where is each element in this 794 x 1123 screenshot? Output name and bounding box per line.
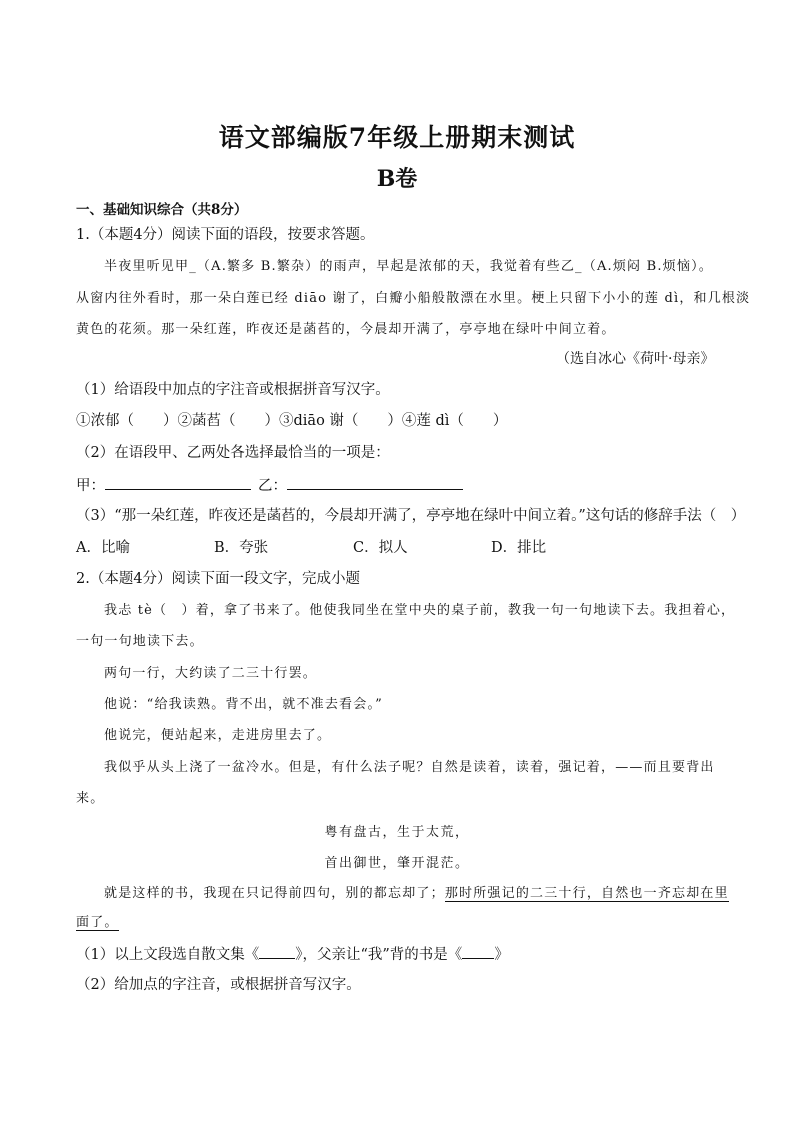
jia-label: 甲： — [76, 478, 105, 494]
q1-sub1: （1）给语段中加点的字注音或根据拼音写汉字。 — [76, 382, 390, 398]
yi-label: 乙： — [258, 478, 287, 494]
passage-2-line-1: 我忐 tè（ ）着，拿了书来了。他使我同坐在堂中央的桌子前，教我一句一句地读下去。我担着心， — [104, 603, 736, 618]
passage-1-source: （选自冰心《荷叶·母亲》 — [556, 351, 715, 367]
passage-2-line-5: 他说完，便站起来，走进房里去了。 — [104, 728, 332, 743]
passage-2-line-9 — [76, 913, 119, 933]
page-subtitle: B卷 — [376, 166, 418, 192]
q1-sub2: （2）在语段甲、乙两处各选择最恰当的一项是： — [76, 445, 390, 461]
q1-sub1-items: ①浓郁（ ）②菡萏（ ）③diāo 谢（ ）④莲 dì（ ） — [76, 413, 508, 429]
question-2-intro: 2.（本题4分）阅读下面一段文字，完成小题 — [76, 571, 361, 587]
verse-line-2: 首出御世，肇开混茫。 — [324, 856, 470, 871]
option-c[interactable]: C．拟人 — [353, 540, 408, 556]
passage-2-line-2: 一句一句地读下去。 — [76, 634, 204, 649]
option-a[interactable]: A．比喻 — [76, 540, 130, 556]
passage-1-line-2: 从窗内往外看时，那一朵白莲已经 diāo 谢了，白瓣小船般散漂在水里。梗上只留下小小的莲 dì，和几根淡 — [76, 291, 751, 306]
yi-blank[interactable] — [287, 475, 463, 490]
q2-sub1 — [76, 944, 509, 965]
passage-2-line-7: 来。 — [76, 791, 105, 806]
passage-2-line-8a: 就是这样的书，我现在只记得前四句，别的都忘却了； — [104, 886, 445, 901]
jia-blank[interactable] — [105, 475, 251, 490]
verse-line-1: 粤有盘古，生于太荒， — [324, 825, 470, 840]
underlined-sentence-end: 面了。 — [76, 915, 119, 930]
page-title: 语文部编版7年级上册期末测试 — [218, 123, 576, 152]
collection-blank[interactable] — [259, 944, 295, 959]
question-1-intro: 1.（本题4分）阅读下面的语段，按要求答题。 — [76, 227, 375, 243]
q2-sub2: （2）给加点的字注音，或根据拼音写汉字。 — [76, 977, 361, 993]
passage-2-line-4: 他说：“给我读熟。背不出，就不准去看会。” — [104, 697, 383, 712]
passage-2-line-8 — [104, 884, 729, 904]
book-blank[interactable] — [462, 944, 494, 959]
answer-line-jia — [76, 475, 251, 496]
q1-sub3: （3）“那一朵红莲，昨夜还是菡萏的，今晨却开满了，亭亭地在绿叶中间立着。”这句话的修辞手法（ ） — [76, 508, 746, 524]
passage-1-line-3: 黄色的花须。那一朵红莲，昨夜还是菡萏的，今晨却开满了，亭亭地在绿叶中间立着。 — [76, 322, 616, 337]
option-b[interactable]: B．夸张 — [214, 540, 269, 556]
passage-1-line-1: 半夜里听见甲_（A.繁多 B.繁杂）的雨声，早起是浓郁的天，我觉着有些乙_（A.烦闷 B.烦恼）。 — [104, 259, 713, 274]
passage-2-line-3: 两句一行，大约读了二三十行罢。 — [104, 666, 318, 681]
q2-sub1-part-c: 》 — [494, 947, 509, 963]
section-heading: 一、基础知识综合（共8分） — [76, 202, 248, 218]
q2-sub1-part-a: （1）以上文段选自散文集《 — [76, 947, 260, 963]
q2-sub1-part-b: 》，父亲让“我”背的书是《 — [295, 947, 463, 963]
answer-line-yi — [258, 475, 463, 496]
option-d[interactable]: D．排比 — [491, 540, 547, 556]
underlined-sentence: 那时所强记的二三十行，自然也一齐忘却在里 — [444, 886, 729, 901]
passage-2-line-6: 我似乎从头上浇了一盆冷水。但是，有什么法子呢？自然是读着，读着，强记着，——而且要背出 — [104, 760, 715, 775]
